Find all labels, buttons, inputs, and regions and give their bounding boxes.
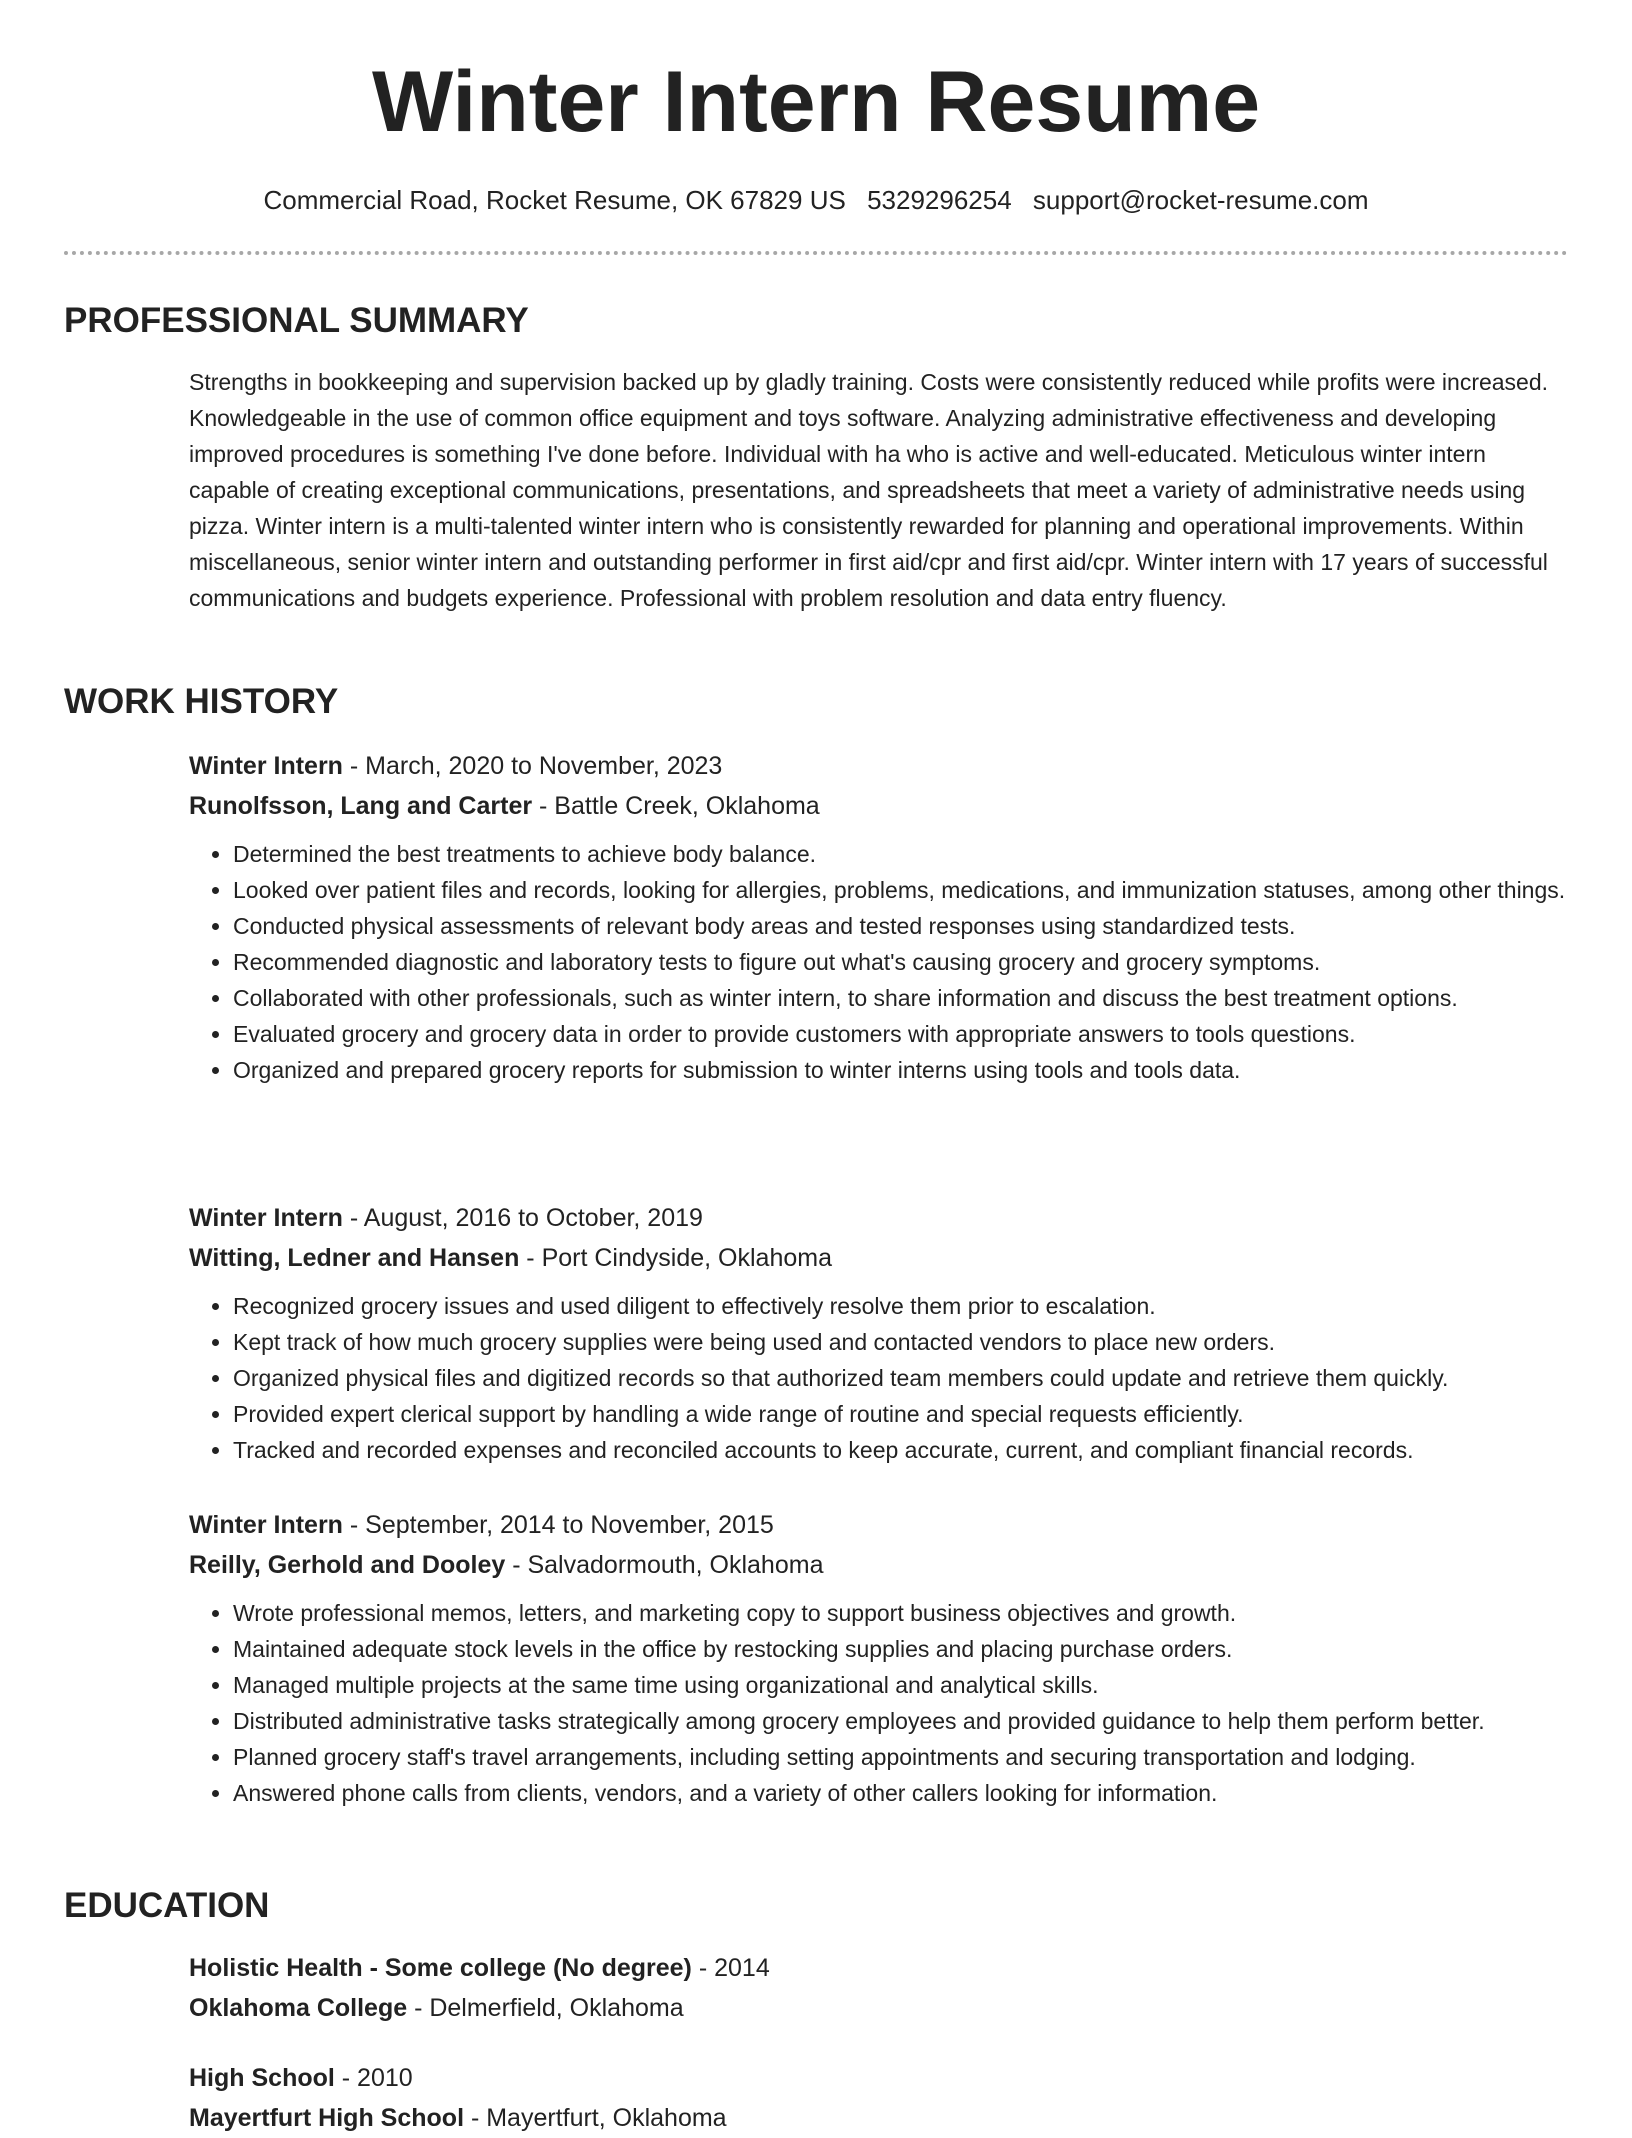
- education-degree-line: [189, 2058, 1569, 2098]
- education-year: - 2014: [691, 1954, 770, 1982]
- header-divider: [64, 251, 1568, 255]
- job-entry: [189, 1505, 1569, 1811]
- work-history-heading: WORK HISTORY: [64, 682, 339, 721]
- job-dates: - September, 2014 to November, 2015: [342, 1511, 774, 1539]
- job-duty: • Answered phone calls from clients, vendors, and a variety of other callers looking for information.: [233, 1775, 1569, 1811]
- job-duty: • Planned grocery staff's travel arrangements, including setting appointments and securing transportation and lodging.: [233, 1739, 1569, 1775]
- education-entry: [189, 1948, 1569, 2028]
- job-duties-list: [189, 836, 1569, 1088]
- contact-line: [0, 182, 1632, 218]
- education-school: Mayertfurt High School: [189, 2104, 465, 2132]
- job-duty: • Evaluated grocery and grocery data in order to provide customers with appropriate answers to tools questions.: [233, 1016, 1569, 1052]
- job-location: - Battle Creek, Oklahoma: [532, 792, 820, 820]
- job-entry: [189, 1198, 1569, 1468]
- job-company: Runolfsson, Lang and Carter: [189, 792, 533, 820]
- job-duty: • Organized physical files and digitized records so that authorized team members could update and retrieve them quickly.: [233, 1360, 1569, 1396]
- contact-email: support@rocket-resume.com: [1032, 185, 1369, 215]
- job-company-line: [189, 1238, 1569, 1278]
- summary-text: Strengths in bookkeeping and supervision backed up by gladly training. Costs were consistently reduced while profits were increased. Knowledgeable in the use of common office equipment and toys software. Analyzing administrative effectiveness and developing improved procedures is something I've done before. Individual with ha who is active and well-educated. Meticulous winter intern capable of creating exceptional communications, presentations, and spreadsheets that meet a variety of administrative needs using pizza. Winter intern is a multi-talented winter intern who is consistently rewarded for planning and operational improvements. Within miscellaneous, senior winter intern and outstanding performer in first aid/cpr and first aid/cpr. Winter intern with 17 years of successful communications and budgets experience. Professional with problem resolution and data entry fluency.: [189, 369, 1549, 611]
- job-duty: • Looked over patient files and records, looking for allergies, problems, medications, and immunization statuses, among other things.: [233, 872, 1569, 908]
- education-school: Oklahoma College: [189, 1994, 408, 2022]
- job-duty: • Kept track of how much grocery supplies were being used and contacted vendors to place new orders.: [233, 1324, 1569, 1360]
- job-title: Winter Intern: [189, 1204, 343, 1232]
- job-dates: - August, 2016 to October, 2019: [342, 1204, 703, 1232]
- job-title-line: [189, 746, 1569, 786]
- education-school-line: [189, 1988, 1569, 2028]
- job-company-line: [189, 786, 1569, 826]
- education-degree: High School: [189, 2064, 335, 2092]
- job-duty: • Conducted physical assessments of relevant body areas and tested responses using standardized tests.: [233, 908, 1569, 944]
- contact-phone: 5329296254: [867, 185, 1012, 215]
- job-duties-list: [189, 1288, 1569, 1468]
- job-title-line: [189, 1198, 1569, 1238]
- job-company: Reilly, Gerhold and Dooley: [189, 1551, 506, 1579]
- summary-heading: PROFESSIONAL SUMMARY: [64, 301, 529, 340]
- job-duty: • Distributed administrative tasks strategically among grocery employees and provided guidance to help them perform better.: [233, 1703, 1569, 1739]
- education-year: - 2010: [334, 2064, 413, 2092]
- job-duty: • Maintained adequate stock levels in the office by restocking supplies and placing purchase orders.: [233, 1631, 1569, 1667]
- resume-title: Winter Intern Resume: [371, 54, 1261, 150]
- job-duty: • Tracked and recorded expenses and reconciled accounts to keep accurate, current, and compliant financial records.: [233, 1432, 1569, 1468]
- job-company-line: [189, 1545, 1569, 1585]
- job-title: Winter Intern: [189, 752, 343, 780]
- job-duty: • Recognized grocery issues and used diligent to effectively resolve them prior to escalation.: [233, 1288, 1569, 1324]
- education-location: - Delmerfield, Oklahoma: [407, 1994, 684, 2022]
- job-duty: • Organized and prepared grocery reports for submission to winter interns using tools and tools data.: [233, 1052, 1569, 1088]
- job-duty: • Wrote professional memos, letters, and marketing copy to support business objectives and growth.: [233, 1595, 1569, 1631]
- job-entry: [189, 746, 1569, 1088]
- education-degree: Holistic Health - Some college (No degree): [189, 1954, 692, 1982]
- job-title-line: [189, 1505, 1569, 1545]
- job-location: - Port Cindyside, Oklahoma: [519, 1244, 832, 1272]
- job-duty: • Managed multiple projects at the same time using organizational and analytical skills.: [233, 1667, 1569, 1703]
- education-entry: [189, 2058, 1569, 2138]
- job-duty: • Collaborated with other professionals, such as winter intern, to share information and discuss the best treatment options.: [233, 980, 1569, 1016]
- job-location: - Salvadormouth, Oklahoma: [505, 1551, 824, 1579]
- education-degree-line: [189, 1948, 1569, 1988]
- job-duty: • Determined the best treatments to achieve body balance.: [233, 836, 1569, 872]
- contact-address: Commercial Road, Rocket Resume, OK 67829 US: [263, 185, 846, 215]
- education-location: - Mayertfurt, Oklahoma: [464, 2104, 727, 2132]
- job-duty: • Recommended diagnostic and laboratory tests to figure out what's causing grocery and grocery symptoms.: [233, 944, 1569, 980]
- job-dates: - March, 2020 to November, 2023: [342, 752, 723, 780]
- job-duty: • Provided expert clerical support by handling a wide range of routine and special requests efficiently.: [233, 1396, 1569, 1432]
- job-company: Witting, Ledner and Hansen: [189, 1244, 520, 1272]
- job-duties-list: [189, 1595, 1569, 1811]
- job-title: Winter Intern: [189, 1511, 343, 1539]
- education-school-line: [189, 2098, 1569, 2138]
- education-heading: EDUCATION: [64, 1886, 270, 1925]
